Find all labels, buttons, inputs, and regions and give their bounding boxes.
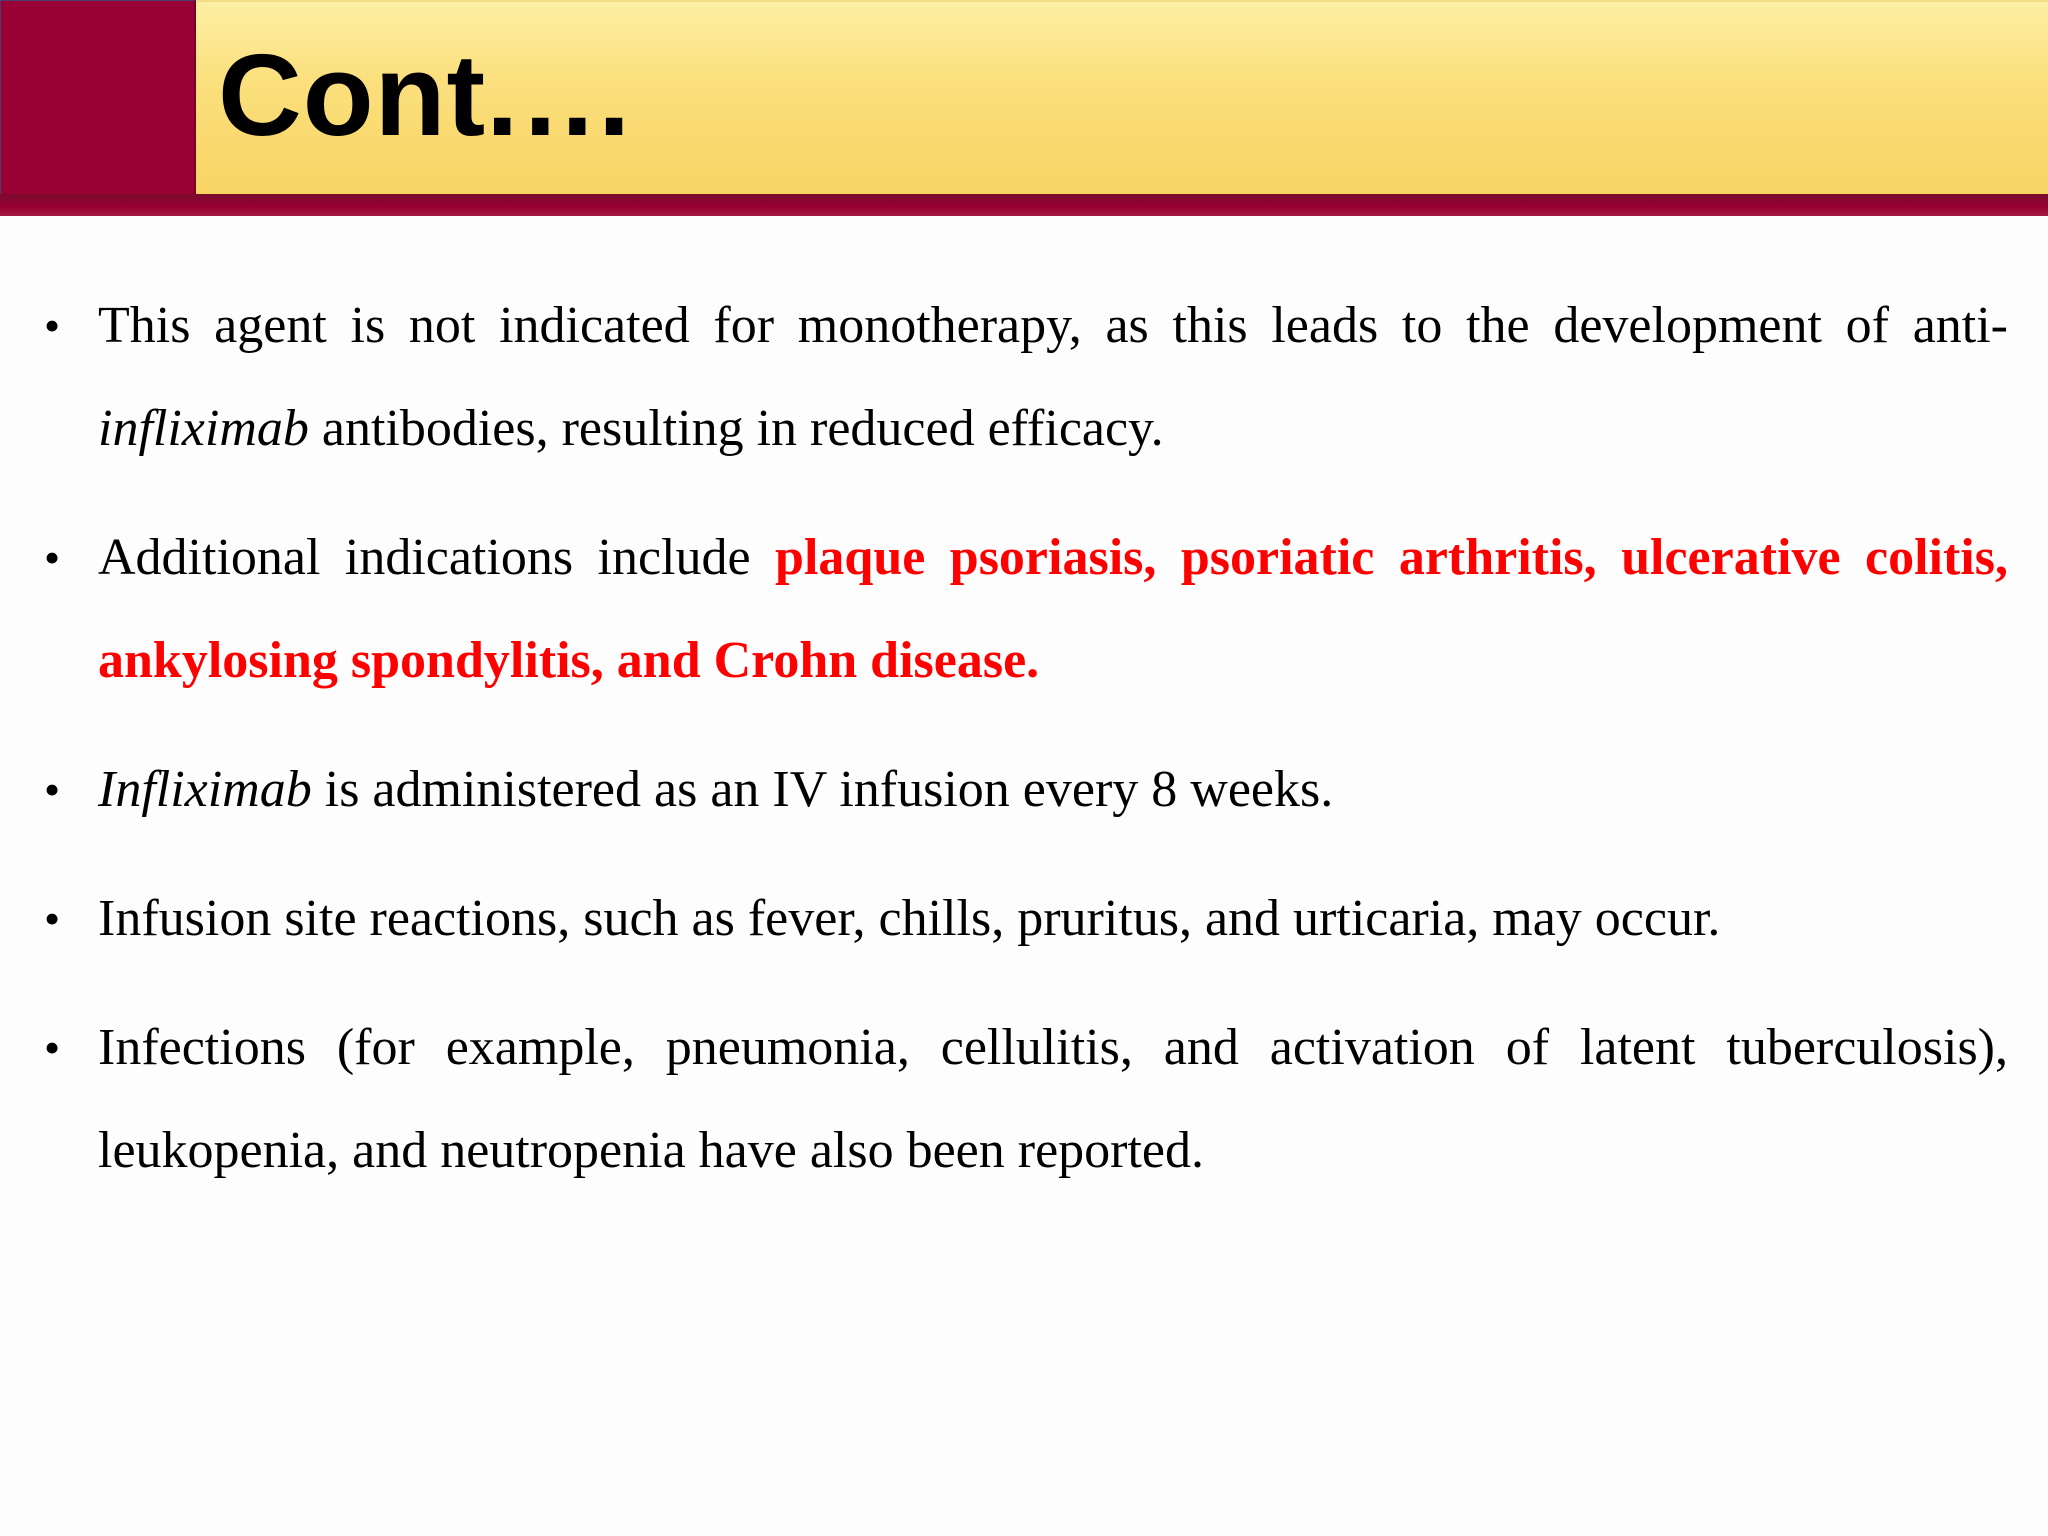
bullet-text: Additional indications include bbox=[98, 529, 776, 586]
drug-name: infliximab bbox=[98, 400, 309, 457]
bullet-text: This agent is not indicated for monotherapy, as this leads to the development of anti- bbox=[98, 297, 2008, 354]
bullet-list bbox=[44, 274, 2008, 1228]
highlighted-indications: plaque psoriasis, psoriatic arthritis, ulcerative colitis, ankylosing spondylitis, and Crohn disease. bbox=[98, 529, 2008, 689]
bullet-dot-icon: • bbox=[44, 764, 61, 815]
bullet-text: antibodies, resulting in reduced efficacy. bbox=[308, 400, 1164, 457]
slide-title: Cont.… bbox=[218, 30, 637, 160]
bullet-dot-icon: • bbox=[44, 532, 61, 583]
bullet-item bbox=[44, 996, 2008, 1202]
header-divider bbox=[0, 194, 2048, 216]
drug-name: Infliximab bbox=[98, 761, 312, 818]
bullet-item bbox=[44, 738, 2008, 841]
bullet-dot-icon: • bbox=[44, 1022, 61, 1073]
bullet-dot-icon: • bbox=[44, 300, 61, 351]
bullet-text: Infections (for example, pneumonia, cellulitis, and activation of latent tuberculosis), leukopenia, and neutropenia have also been reported. bbox=[98, 1019, 2008, 1179]
bullet-dot-icon: • bbox=[44, 893, 61, 944]
bullet-item bbox=[44, 274, 2008, 480]
header-accent-block bbox=[0, 0, 196, 194]
bullet-item bbox=[44, 506, 2008, 712]
bullet-item bbox=[44, 867, 2008, 970]
bullet-text: is administered as an IV infusion every 8 weeks. bbox=[311, 761, 1334, 818]
bullet-text: Infusion site reactions, such as fever, chills, pruritus, and urticaria, may occur. bbox=[98, 890, 1721, 947]
